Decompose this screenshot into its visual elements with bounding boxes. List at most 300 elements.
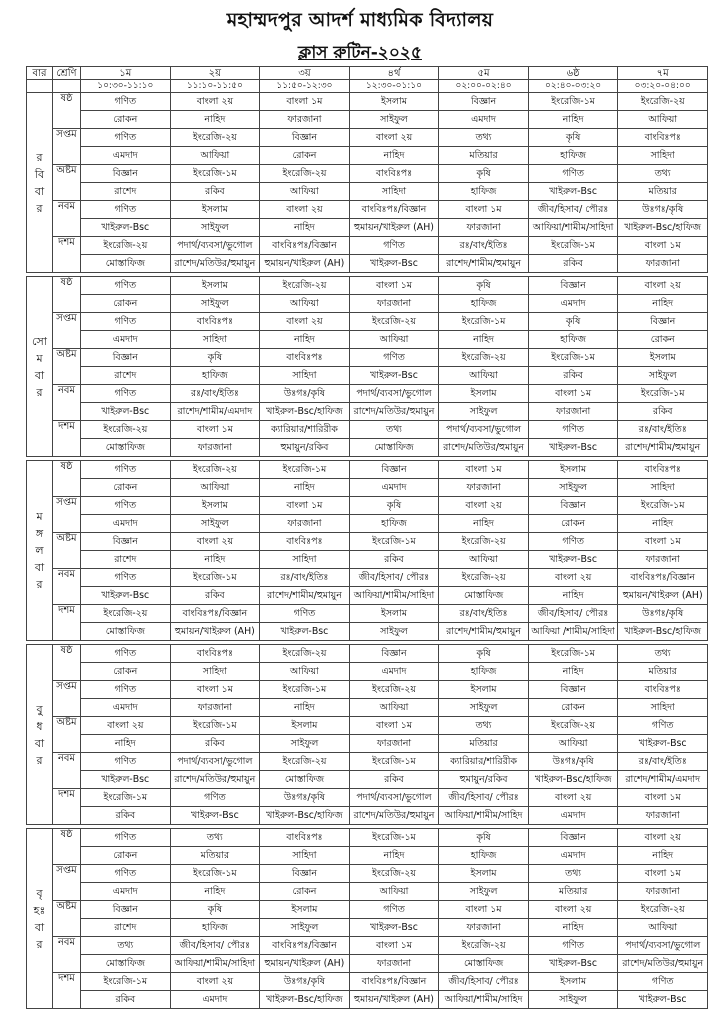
teacher-cell: আফিয়া [170,147,260,165]
teacher-cell: রকিব [170,587,260,605]
subject-cell: কৃষি [349,497,439,515]
teacher-cell: হুমায়ুন/রকিব [260,439,350,457]
teacher-cell: রোকন [260,147,350,165]
teacher-cell: হুমায়ন/খাইরুল (AH) [260,955,350,973]
subject-cell: বাংলা ২য় [260,201,350,219]
teacher-cell: নাহিদ [260,699,350,717]
teacher-row [27,587,708,605]
subject-cell: বাংলা ১ম [349,717,439,735]
teacher-row [27,403,708,421]
subject-cell: কৃষি [528,313,618,331]
routine-body [27,93,708,1009]
subject-cell: গণিত [81,385,171,403]
teacher-cell: রকিব [618,403,708,421]
subject-cell: ইসলাম [170,497,260,515]
teacher-cell: নাহিদ [528,663,618,681]
class-name-cell: সপ্তম [53,865,81,901]
teacher-cell: মতিয়ার [439,735,529,753]
teacher-cell: রোকন [81,295,171,313]
teacher-cell: ফারজানা [349,955,439,973]
subject-cell: উঃগঃ/কৃষি [260,789,350,807]
day-name-letter: র [36,753,43,767]
subject-cell: ইংরেজি-২য় [81,605,171,623]
subject-row [27,829,708,847]
teacher-cell: নাহিদ [618,847,708,865]
teacher-cell: খাইরুল-Bsc [528,551,618,569]
subject-cell: রঃ/বাং/ইতিঃ [618,421,708,439]
teacher-cell: মোস্তাফিজ [81,255,171,273]
teacher-row [27,771,708,789]
subject-cell: উঃগঃ/কৃষি [260,973,350,991]
subject-cell: ইংরেজি-২য় [170,461,260,479]
teacher-cell: সাহিদা [349,183,439,201]
day-name-cell [27,461,53,641]
blank-cell [53,80,81,93]
day-name-letter: বৃ [36,886,43,900]
subject-cell: বাংবিঃপঃ/বিজ্ঞান [260,937,350,955]
teacher-cell: ফারজানা [349,295,439,313]
class-name-cell: দশম [53,237,81,273]
subject-cell: গণিত [81,313,171,331]
subject-cell: বিজ্ঞান [528,497,618,515]
subject-cell: ইংরেজি-১ম [349,753,439,771]
teacher-cell: মোস্তাফিজ [81,623,171,641]
teacher-cell: মতিয়ার [618,183,708,201]
teacher-row [27,551,708,569]
subject-cell: বাংবিঃপঃ [349,165,439,183]
class-name-cell: ষষ্ঠ [53,645,81,681]
teacher-cell: সাইফুল [439,883,529,901]
teacher-cell: খাইরুল-Bsc [81,403,171,421]
subject-cell: তথ্য [81,937,171,955]
subject-row [27,313,708,331]
subject-row [27,497,708,515]
teacher-cell: রাশেদ [81,919,171,937]
subject-cell: বিজ্ঞান [260,865,350,883]
subject-cell: ইংরেজি-২য় [349,865,439,883]
period-header: ৭ম [618,67,708,80]
subject-cell: ইংরেজি-২য় [349,681,439,699]
period-time: ০২:০০-০২:৪০ [439,80,529,93]
subject-cell: গণিত [81,865,171,883]
teacher-cell: খাইরুল-Bsc [81,587,171,605]
subject-cell: গণিত [618,973,708,991]
teacher-cell: মোস্তাফিজ [81,955,171,973]
subject-cell: বিজ্ঞান [81,901,171,919]
subject-cell: গণিত [528,533,618,551]
teacher-row [27,515,708,533]
routine-table [26,66,708,1009]
subject-cell: বাংলা ২য় [170,93,260,111]
teacher-cell: রকিব [170,735,260,753]
teacher-cell: এমদাদ [528,807,618,825]
day-name-letter: সো [32,334,47,348]
subject-cell: ইসলাম [349,93,439,111]
subject-cell: বিজ্ঞান [528,681,618,699]
subject-cell: গণিত [81,645,171,663]
teacher-cell: আফিয়া [618,919,708,937]
subject-cell: বাংলা ২য় [81,717,171,735]
subject-cell: বিজ্ঞান [439,93,529,111]
subject-row [27,681,708,699]
teacher-row [27,111,708,129]
day-column-header: বার [27,67,53,80]
teacher-cell: আফিয়া/শামীম/সাহিদা [528,219,618,237]
teacher-row [27,331,708,349]
teacher-cell: ফারজানা [349,735,439,753]
time-row [27,80,708,93]
teacher-cell: খাইরুল-Bsc/হাফিজ [260,403,350,421]
class-name-cell: নবম [53,753,81,789]
teacher-cell: নাহিদ [170,883,260,901]
subject-cell: বাংলা ১ম [618,865,708,883]
subject-cell: গণিত [81,569,171,587]
class-name-cell: নবম [53,569,81,605]
subject-cell: রঃ/বাং/ইতিঃ [618,753,708,771]
subject-cell: ইসলাম [528,973,618,991]
subject-row [27,569,708,587]
teacher-row [27,991,708,1009]
class-name-cell: সপ্তম [53,129,81,165]
subject-cell: তথ্য [170,829,260,847]
subject-cell: তথ্য [439,129,529,147]
blank-cell [27,80,53,93]
subject-cell: গণিত [81,129,171,147]
class-name-cell: অষ্টম [53,717,81,753]
subject-cell: বাংলা ১ম [349,277,439,295]
subject-cell: ইংরেজি-১ম [528,93,618,111]
subject-cell: বিজ্ঞান [528,277,618,295]
teacher-cell: আফিয়া/শামীম/সাহিদা [349,587,439,605]
day-name-letter: ধ [36,719,43,733]
subject-cell: ইংরেজি-২য় [260,753,350,771]
teacher-cell: সাহিদা [260,847,350,865]
teacher-cell: খাইরুল-Bsc [81,219,171,237]
day-name-letter: ঙ্গ [35,527,44,540]
subject-cell: বাংবিঃপঃ/বিজ্ঞান [349,201,439,219]
subject-cell: কৃষি [528,129,618,147]
teacher-cell: মতিয়ার [528,883,618,901]
class-name-cell: অষ্টম [53,349,81,385]
teacher-cell: নাহিদ [439,331,529,349]
subject-cell: পদার্থ/ব্যবসা/ভুগোল [349,385,439,403]
subject-cell: বাংলা ১ম [618,533,708,551]
subject-cell: পদার্থ/ব্যবসা/ভুগোল [170,753,260,771]
teacher-cell: খাইরুল-Bsc/হাফিজ [528,771,618,789]
subject-cell: কৃষি [439,829,529,847]
subject-cell: ইংরেজি-২য় [439,533,529,551]
teacher-cell: খাইরুল-Bsc/হাফিজ [260,991,350,1009]
teacher-cell: রোকন [81,111,171,129]
teacher-cell: খাইরুল-Bsc [349,367,439,385]
class-name-cell: নবম [53,937,81,973]
subject-cell: বাংলা ১ম [439,201,529,219]
teacher-cell: রাশেদ/শামীম/হুমায়ুন [618,439,708,457]
teacher-cell: রাশেদ/শামীম/হুমায়ুন [439,255,529,273]
subject-cell: বাংলা ১ম [439,901,529,919]
subject-row [27,93,708,111]
teacher-cell: সাইফুল [170,295,260,313]
subject-cell: বিজ্ঞান [618,313,708,331]
teacher-cell: খাইরুল-Bsc/হাফিজ [260,807,350,825]
teacher-cell: নাহিদ [528,111,618,129]
day-name-cell [27,277,53,457]
teacher-row [27,219,708,237]
subject-row [27,973,708,991]
subject-cell: গণিত [528,421,618,439]
subject-cell: গণিত [81,829,171,847]
subject-cell: বাংলা ১ম [260,93,350,111]
teacher-row [27,439,708,457]
teacher-cell: মতিয়ার [618,663,708,681]
teacher-cell: সাইফুল [170,515,260,533]
subject-cell: বাংলা ২য় [170,533,260,551]
class-name-cell: ষষ্ঠ [53,461,81,497]
teacher-cell: এমদাদ [81,515,171,533]
day-name-letter: ম [36,351,43,365]
teacher-cell: ফারজানা [439,219,529,237]
teacher-cell: নাহিদ [260,479,350,497]
subject-cell: ইংরেজি-১ম [170,865,260,883]
subject-cell: বাংবিঃপঃ/বিজ্ঞান [618,569,708,587]
teacher-cell: আফিয়া [349,331,439,349]
teacher-cell: ফারজানা [618,807,708,825]
day-name-letter: র [36,578,43,591]
teacher-cell: নাহিদ [349,847,439,865]
subject-cell: ইসলাম [528,461,618,479]
class-name-cell: অষ্টম [53,901,81,937]
teacher-cell: নাহিদ [260,219,350,237]
teacher-cell: ফারজানা [260,515,350,533]
subject-cell: গণিত [81,681,171,699]
routine-header [0,6,720,68]
subject-row [27,533,708,551]
subject-cell: তথ্য [528,865,618,883]
subject-cell: পদার্থ/ব্যবসা/ভুগোল [618,937,708,955]
teacher-cell: মোস্তাফিজ [260,771,350,789]
subject-cell: ইংরেজি-১ম [260,681,350,699]
teacher-cell: রকিব [528,255,618,273]
subject-cell: ইসলাম [618,349,708,367]
subject-cell: বাংলা ২য় [439,497,529,515]
teacher-cell: খাইরুল-Bsc [170,807,260,825]
teacher-cell: রাশেদ/মতিউর/হুমায়ুন [349,807,439,825]
subject-cell: বাংলা ১ম [618,237,708,255]
subject-cell: বাংবিঃপঃ [260,829,350,847]
subject-cell: বাংলা ২য় [618,829,708,847]
teacher-cell: ফারজানা [618,551,708,569]
teacher-cell: আফিয়া [439,367,529,385]
teacher-cell: রাশেদ [81,551,171,569]
subject-cell: ইসলাম [170,201,260,219]
subject-cell: পদার্থ/ব্যবসা/ভুগোল [439,421,529,439]
subject-cell: কৃষি [439,277,529,295]
subject-row [27,753,708,771]
subject-cell: গণিত [349,349,439,367]
teacher-cell: হুমায়ুন/রকিব [439,771,529,789]
subject-cell: তথ্য [618,165,708,183]
subject-cell: বাংলা ১ম [260,497,350,515]
teacher-cell: খাইরুল-Bsc [349,919,439,937]
teacher-cell: রাশেদ/শামীম/হুমায়ুন [439,623,529,641]
subject-row [27,385,708,403]
day-name-letter: র [36,937,43,951]
subject-cell: ইসলাম [260,717,350,735]
subject-row [27,717,708,735]
subject-cell: পদার্থ/ব্যবসা/ভুগোল [170,237,260,255]
teacher-cell: এমদাদ [81,883,171,901]
subject-cell: বাংবিঃপঃ [170,645,260,663]
teacher-cell: আফিয়া [260,183,350,201]
subject-cell: বিজ্ঞান [528,829,618,847]
teacher-cell: রাশেদ [81,183,171,201]
subject-cell: গণিত [81,753,171,771]
subject-cell: বাংবিঃপঃ/বিজ্ঞান [349,973,439,991]
subject-cell: গণিত [81,497,171,515]
teacher-cell: ফারজানা [260,111,350,129]
subject-cell: বাংলা ১ম [618,789,708,807]
day-name-letter: বি [34,167,45,181]
teacher-cell: রাশেদ/শামীম/এমদাদ [618,771,708,789]
class-name-cell: সপ্তম [53,313,81,349]
subject-cell: বাংবিঃপঃ [618,129,708,147]
subject-cell: বিজ্ঞান [81,349,171,367]
teacher-cell: আফিয়া [260,295,350,313]
subject-cell: ইসলাম [349,605,439,623]
day-name-letter: ল [35,544,44,557]
subject-cell: জীব/হিসাব/ পৌরঃ [349,569,439,587]
subject-cell: জীব/হিসাব/ পৌরঃ [439,789,529,807]
teacher-cell: ফারজানা [439,919,529,937]
day-name-cell [27,93,53,273]
teacher-cell: এমদাদ [349,663,439,681]
period-header: ৪র্থ [349,67,439,80]
teacher-cell: রোকন [81,479,171,497]
subject-cell: তথ্য [439,717,529,735]
period-time: ১০:৩০-১১:১০ [81,80,171,93]
subject-cell: জীব/হিসাব/ পৌরঃ [528,605,618,623]
subject-row [27,277,708,295]
period-header: ২য় [170,67,260,80]
class-name-cell: সপ্তম [53,681,81,717]
teacher-cell: রোকন [260,883,350,901]
subject-cell: কৃষি [439,645,529,663]
teacher-row [27,807,708,825]
subject-cell: ইংরেজি-১ম [439,313,529,331]
teacher-cell: খাইরুল-Bsc [618,735,708,753]
subject-cell: ইংরেজি-১ম [170,569,260,587]
subject-cell: ইংরেজি-১ম [81,973,171,991]
subject-cell: গণিত [81,201,171,219]
teacher-cell: রোকন [81,847,171,865]
subject-cell: বিজ্ঞান [260,129,350,147]
subject-cell: ইংরেজি-২য় [170,129,260,147]
subject-cell: বাংবিঃপঃ [260,533,350,551]
subject-cell: ইংরেজি-২য় [81,237,171,255]
teacher-cell: রোকন [528,515,618,533]
subject-cell: বাংলা ১ম [528,385,618,403]
class-column-header: শ্রেণি [53,67,81,80]
teacher-cell: রকিব [349,771,439,789]
subject-cell: বাংলা ১ম [439,461,529,479]
teacher-cell: নাহিদ [439,515,529,533]
teacher-cell: আফিয়া /শামীম/সাহিদা [528,623,618,641]
subject-row [27,645,708,663]
teacher-cell: এমদাদ [439,111,529,129]
teacher-cell: আফিয়া/শামীম/সাহিদ [439,807,529,825]
subject-cell: ইংরেজি-১ম [81,789,171,807]
period-time: ১২:৩০-০১:১০ [349,80,439,93]
day-name-letter: র [36,150,43,164]
teacher-cell: সাইফুল [170,219,260,237]
class-name-cell: অষ্টম [53,165,81,201]
subject-cell: রঃ/বাং/ইতিঃ [170,385,260,403]
teacher-row [27,623,708,641]
teacher-row [27,955,708,973]
teacher-cell: সাহিদা [618,147,708,165]
teacher-cell: খাইরুল-Bsc [81,771,171,789]
subject-row [27,237,708,255]
teacher-cell: ফারজানা [170,439,260,457]
teacher-row [27,183,708,201]
teacher-row [27,479,708,497]
day-name-letter: বা [34,561,45,574]
teacher-cell: সাইফুল [439,699,529,717]
day-name-letter: হঃ [33,903,46,917]
subject-cell: ইংরেজি-১ম [528,645,618,663]
teacher-cell: হাফিজ [439,295,529,313]
teacher-cell: রাশেদ/শামীম/হুমায়ুন [260,587,350,605]
teacher-cell: হুমায়ন/খাইরুল (AH) [349,991,439,1009]
period-time: ০২:৪০-০৩:২০ [528,80,618,93]
day-name-letter: ম [36,510,43,523]
teacher-cell: রাশেদ/মতিউর/হুমায়ুন [170,255,260,273]
teacher-cell: মোস্তাফিজ [439,955,529,973]
teacher-cell: মোস্তাফিজ [439,587,529,605]
teacher-row [27,367,708,385]
subject-cell: ইংরেজি-২য় [618,93,708,111]
teacher-cell: রোকন [618,331,708,349]
subject-cell: ইংরেজি-২য় [260,645,350,663]
teacher-cell: নাহিদ [260,331,350,349]
subject-cell: ইংরেজি-১ম [349,533,439,551]
teacher-cell: আফিয়া [618,111,708,129]
teacher-cell: আফিয়া/শামীম/সাহিদ [439,991,529,1009]
day-name-letter: বা [34,184,45,198]
teacher-cell: সাহিদা [260,367,350,385]
subject-cell: ইংরেজি-১ম [528,237,618,255]
teacher-cell: নাহিদ [618,515,708,533]
teacher-row [27,699,708,717]
day-name-letter: র [36,201,43,215]
subject-cell: বাংবিঃপঃ [618,461,708,479]
teacher-cell: সাইফুল [260,919,350,937]
subject-cell: জীব/হিসাব/ পৌরঃ [528,201,618,219]
teacher-cell: নাহিদ [528,587,618,605]
subject-cell: উঃগঃ/কৃষি [260,385,350,403]
teacher-cell: সাহিদা [618,699,708,717]
subject-row [27,865,708,883]
teacher-row [27,735,708,753]
teacher-cell: খাইরুল-Bsc [349,255,439,273]
subject-cell: বাংবিঃপঃ [618,681,708,699]
subject-cell: জীব/হিসাব/ পৌরঃ [439,973,529,991]
teacher-cell: এমদাদ [81,147,171,165]
class-name-cell: অষ্টম [53,533,81,569]
teacher-cell: রাশেদ/মতিউর/হুমায়ুন [618,955,708,973]
subject-row [27,789,708,807]
teacher-cell: সাইফুল [349,111,439,129]
